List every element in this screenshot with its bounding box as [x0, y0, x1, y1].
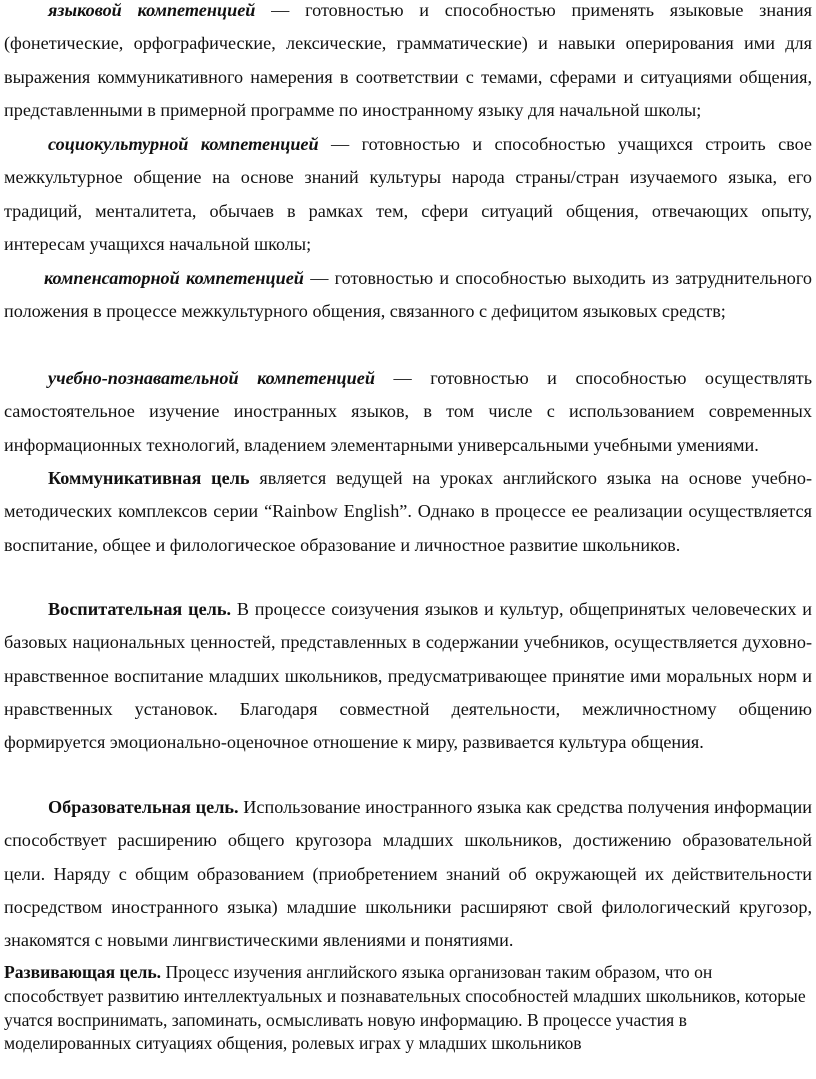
paragraph-developmental-goal: [4, 961, 812, 1056]
paragraph-body: — готовностью и способностью применять языковые знания (фонетические, орфографические, лексические, грамматические) и навыки оперирования ими для выражения коммуникативного намерения в соответствии с темами, сферами и ситуациями общения, представленными в примерной программе по иностранному языку для начальной школы;: [4, 0, 812, 120]
paragraph-lead: Образовательная цель.: [48, 797, 239, 817]
paragraph-body: является ведущей на уроках английского языка на основе учебно-методических комплексов серии “Rainbow English”. Однако в процессе ее реализации осуществляется воспитание, общее и филологическое образование и личностное развитие школьников.: [4, 468, 812, 555]
paragraph-sociocultural-competence: [4, 128, 812, 261]
paragraph-body: — готовностью и способностью осуществлять самостоятельное изучение иностранных языков, в том числе с использованием современных информационных технологий, владением элементарными универсальными учебными умениями.: [4, 368, 812, 455]
paragraph-lead: социокультурной компетенцией: [48, 134, 319, 154]
paragraph-compensatory-competence: [4, 262, 812, 329]
paragraph-communicative-goal: [4, 462, 812, 562]
paragraph-lead: учебно-познавательной компетенцией: [48, 368, 375, 388]
paragraph-lead: Коммуникативная цель: [48, 468, 250, 488]
paragraph-language-competence: [4, 0, 812, 127]
paragraph-lead: Воспитательная цель.: [48, 599, 232, 619]
paragraph-educational-goal: [4, 791, 812, 957]
paragraph-body: Использование иностранного языка как средства получения информации способствует расширению общего кругозора младших школьников, достижению образовательной цели. Наряду с общим образованием (приобретением знаний об окружающей их действительности посредством иностранного языка) младшие школьники расширяют свой филологический кругозор, знакомятся с новыми лингвистическими явлениями и понятиями.: [4, 797, 812, 951]
paragraph-cognitive-competence: [4, 362, 812, 462]
paragraph-body: — готовностью и способностью учащихся строить свое межкультурное общение на основе знаний культуры народа страны/стран изучаемого языка, его традиций, менталитета, обычаев в рамках тем, сфери ситуаций общения, отвечающих опыту, интересам учащихся начальной школы;: [4, 134, 812, 254]
paragraph-lead: компенсаторной компетенцией: [44, 268, 304, 288]
paragraph-lead: Развивающая цель.: [4, 962, 162, 982]
paragraph-body: Процесс изучения английского языка организован таким образом, что он способствует развитию интеллектуальных и познавательных способностей младших школьников, которые учатся воспринимать, запоминать, осмысливать новую информацию. В процессе участия в моделированных ситуациях общения, ролевых играх у младших школьников: [4, 962, 806, 1054]
paragraph-body: В процессе соизучения языков и культур, общепринятых человеческих и базовых национальных ценностей, представленных в содержании учебников, осуществляется духовно-нравственное воспитание младших школьников, предусматривающее принятие ими моральных норм и нравственных установок. Благодаря совместной деятельности, межличностному общению формируется эмоционально-оценочное отношение к миру, развивается культура общения.: [4, 599, 812, 753]
paragraph-educational-upbringing-goal: [4, 593, 812, 759]
paragraph-lead: языковой компетенцией: [48, 0, 256, 20]
paragraph-body: — готовностью и способностью выходить из затруднительного положения в процессе межкультурного общения, связанного с дефицитом языковых средств;: [4, 268, 812, 322]
